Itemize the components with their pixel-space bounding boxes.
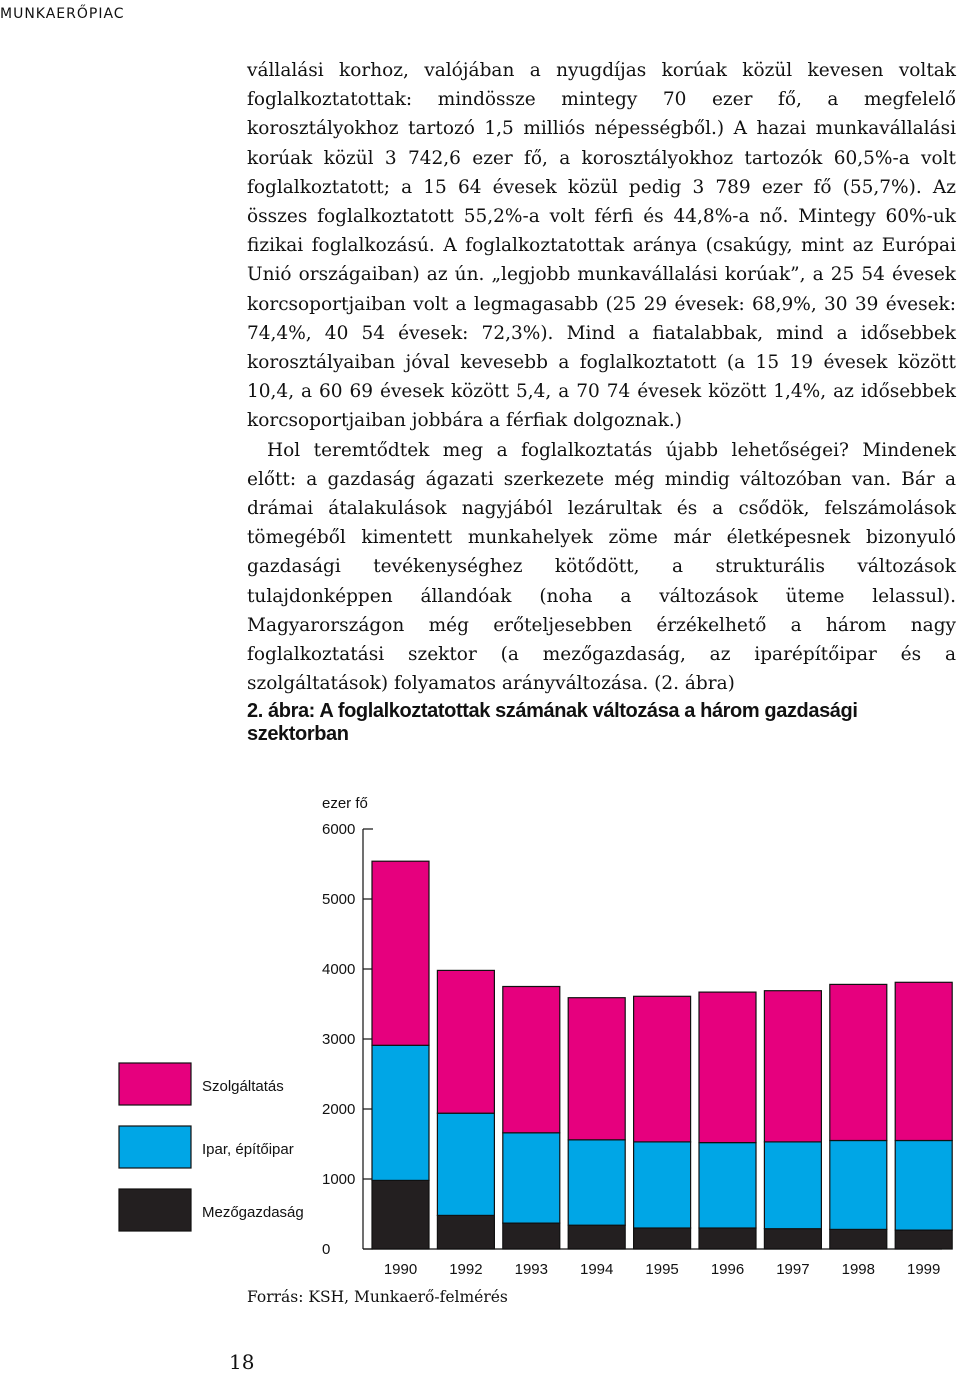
bar-segment: [634, 1142, 691, 1228]
x-tick-label: 1992: [449, 1261, 483, 1278]
paragraph-2: Hol teremtődtek meg a foglalkoztatás újabb lehetőségei? Mindenek előtt: a gazdaság ágazati szerkezete még mindig változóban van. Bár a drámai átalakulások nagyjából lezárultak és a csődök, felszámolások tömegéből kimentett munkahelyek zöme már életképesnek bizonyuló gazdasági tevékenységhez kötődött, a strukturális változások tulajdonképpen állandóak (noha a változások üteme lelassul). Magyarországon még erőteljesebben érzékelhető a három nagy foglalkoztatási szektor (a mezőgazdaság, az iparépítőipar és a szolgáltatások) folyamatos arányváltozása. (2. ábra): [247, 439, 956, 695]
bar-segment: [830, 1141, 887, 1230]
legend-swatch: [119, 1189, 191, 1231]
bar-segment: [764, 1142, 821, 1229]
bar-segment: [764, 991, 821, 1142]
legend-swatch: [119, 1126, 191, 1168]
x-tick-label: 1994: [580, 1261, 614, 1278]
x-tick-label: 1990: [383, 1261, 418, 1278]
source-note: Forrás: KSH, Munkaerő-felmérés: [247, 1288, 508, 1306]
bar-segment: [503, 1223, 560, 1249]
bar-segment: [699, 1228, 756, 1249]
running-head: MUNKAERŐPIAC: [0, 6, 125, 22]
bar-segment: [568, 1140, 625, 1225]
y-tick-label: 3000: [322, 1031, 356, 1048]
x-tick-label: 1996: [710, 1261, 745, 1278]
legend-label: Ipar, építőipar: [202, 1141, 294, 1158]
page-number: 18: [229, 1350, 255, 1374]
y-tick-label: 1000: [322, 1171, 356, 1188]
legend-label: Szolgáltatás: [202, 1078, 284, 1095]
body-text: [247, 56, 956, 698]
bar-segment: [372, 1045, 429, 1180]
bar-segment: [699, 1143, 756, 1228]
x-tick-label: 1997: [776, 1261, 810, 1278]
y-tick-label: 0: [322, 1241, 331, 1258]
bar-segment: [634, 996, 691, 1142]
y-tick-label: 4000: [322, 961, 356, 978]
y-tick-label: 2000: [322, 1101, 356, 1118]
bar-segment: [437, 1215, 494, 1249]
bar-segment: [830, 1229, 887, 1249]
legend-swatch: [119, 1063, 191, 1105]
bar-segment: [895, 1141, 952, 1231]
bar-segment: [503, 987, 560, 1133]
bar-segment: [503, 1133, 560, 1223]
bar-segment: [372, 861, 429, 1045]
bar-segment: [568, 998, 625, 1140]
bar-segment: [634, 1228, 691, 1249]
bar-segment: [372, 1180, 429, 1249]
bar-segment: [830, 984, 887, 1140]
y-tick-label: 6000: [322, 821, 356, 838]
x-tick-label: 1993: [514, 1261, 548, 1278]
x-tick-label: 1998: [841, 1261, 875, 1278]
bar-segment: [699, 992, 756, 1143]
y-tick-label: 5000: [322, 891, 356, 908]
bar-segment: [764, 1229, 821, 1249]
bar-segment: [437, 970, 494, 1113]
bar-segment: [895, 1230, 952, 1249]
figure-caption: 2. ábra: A foglalkoztatottak számának változása a három gazdasági szektorban: [247, 700, 858, 745]
paragraph-1: vállalási korhoz, valójában a nyugdíjas korúak közül kevesen voltak foglalkoztatottak: mindössze mintegy 70 ezer fő, a megfelelő korosztályokhoz tartozó 1,5 milliós népességből.) A hazai munkavállalási korúak közül 3 742,6 ezer fő, a korosztályokhoz tartozók 60,5%-a volt foglalkoztatott; a 15 64 évesek közül pedig 3 789 ezer fő (55,7%). Az összes foglalkoztatott 55,2%-a volt férfi és 44,8%-a nő. Mintegy 60%-uk fizikai foglalkozású. A foglalkoztatottak aránya (csakúgy, mint az Európai Unió országaiban) az ún. „legjobb munkavállalási korúak”, a 25 54 évesek korcsoportjaiban volt a legmagasabb (25 29 évesek: 68,9%, 30 39 évesek: 74,4%, 40 54 évesek: 72,3%). Mind a fiatalabbak, mind a idősebbek korosztályaiban jóval kevesebb a foglalkoztatott (a 15 19 évesek között 10,4, a 60 69 évesek között 5,4, a 70 74 évesek között 1,4%, az idősebbek korcsoportjaiban jobbára a férfiak dolgoznak.): [247, 60, 956, 432]
x-tick-label: 1995: [645, 1261, 679, 1278]
bar-segment: [895, 982, 952, 1140]
legend-label: Mezőgazdaság: [202, 1204, 304, 1221]
x-tick-label: 1999: [907, 1261, 941, 1278]
bar-segment: [437, 1113, 494, 1215]
bar-segment: [568, 1225, 625, 1249]
y-axis-label: ezer fő: [322, 795, 368, 812]
